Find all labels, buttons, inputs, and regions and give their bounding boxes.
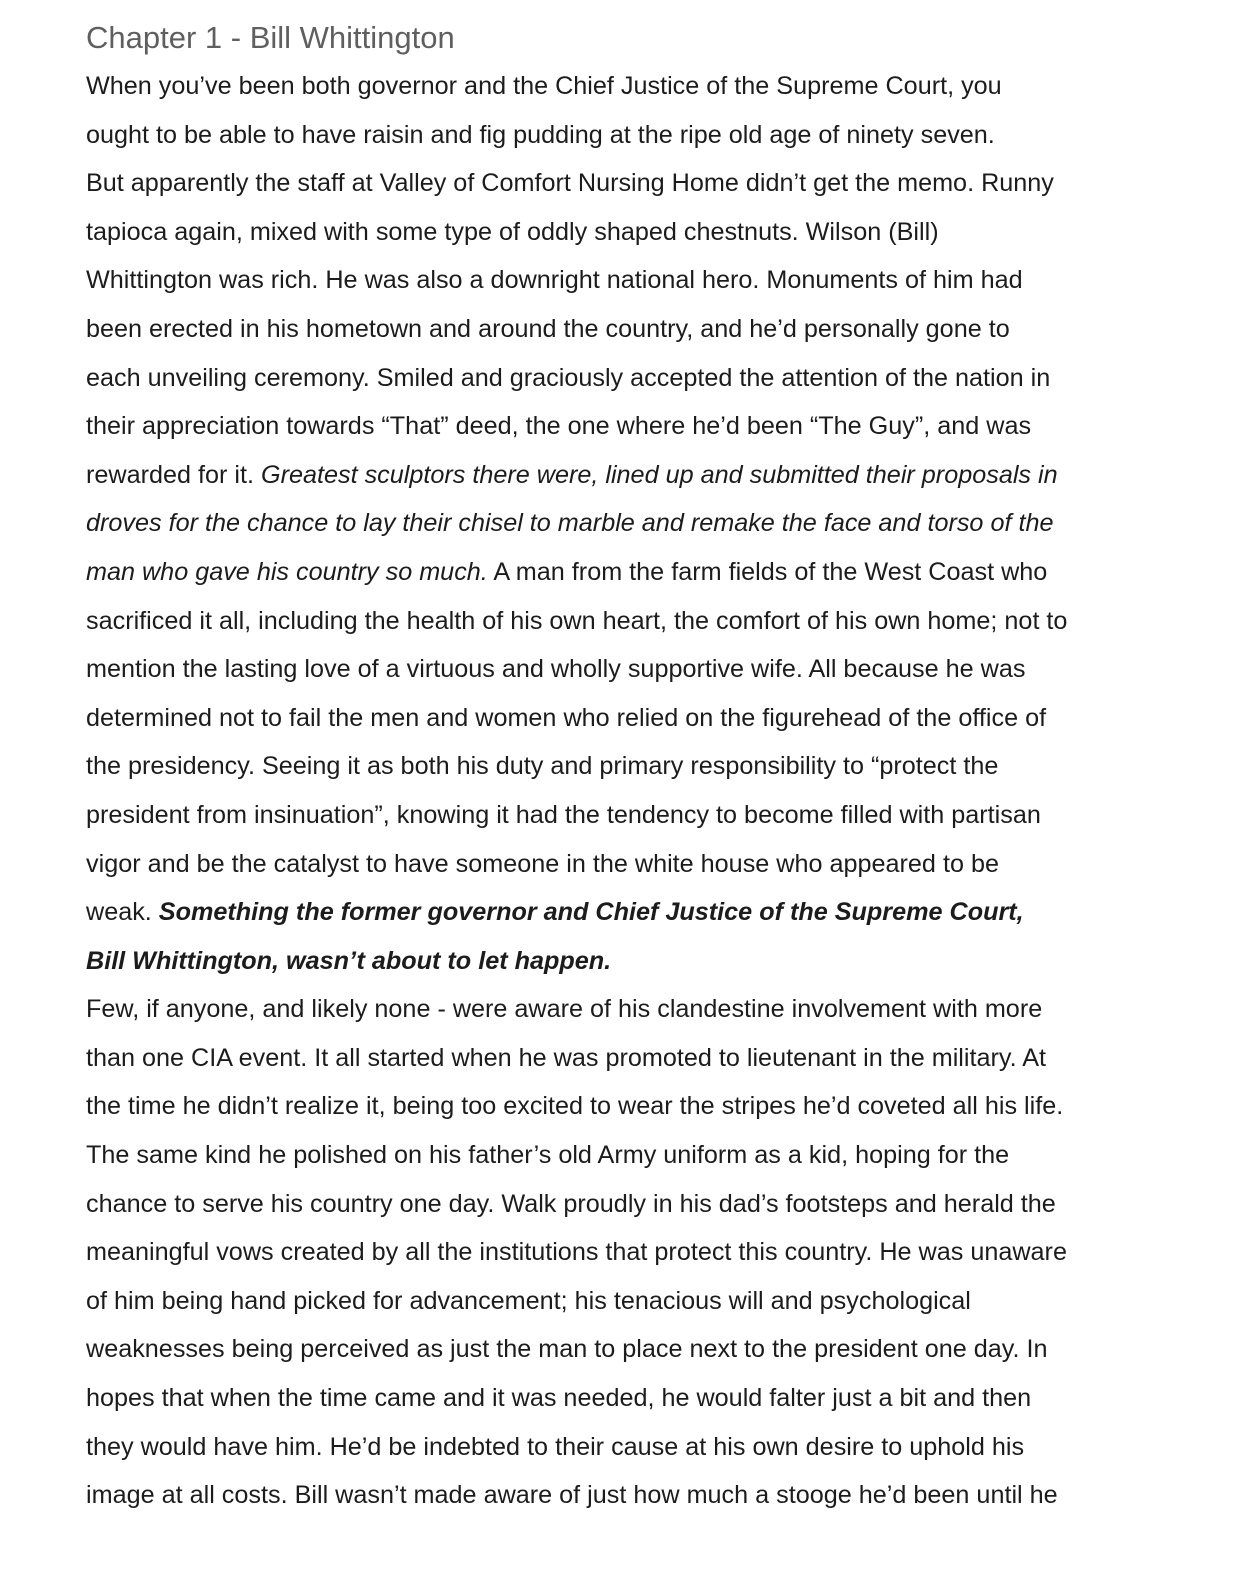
text-line: rewarded for it. Greatest sculptors there were, lined up and submitted their proposals in [86,460,1058,489]
text-line: hopes that when the time came and it was needed, he would falter just a bit and then [86,1384,1032,1413]
text-line: When you’ve been both governor and the Chief Justice of the Supreme Court, you [86,72,1002,100]
text-line: been erected in his hometown and around the country, and he’d personally gone to [86,314,1010,343]
text-line: of him being hand picked for advancement; his tenacious will and psychological [86,1286,971,1315]
italic-text: droves for the chance to lay their chisel to marble and remake the face and torso of the [86,509,1054,538]
text-line: sacrificed it all, including the health of his own heart, the comfort of his own home; not to [86,606,1068,635]
text-line [86,499,1216,548]
chapter-body [86,62,1216,1520]
text-line: Few, if anyone, and likely none - were aware of his clandestine involvement with more [86,995,1043,1024]
text-line: weaknesses being perceived as just the man to place next to the president one day. In [86,1335,1048,1364]
text-line: The same kind he polished on his father’s old Army uniform as a kid, hoping for the [86,1141,1010,1170]
text-line: weak. Something the former governor and Chief Justice of the Supreme Court, [86,898,1024,927]
text-line: But apparently the staff at Valley of Comfort Nursing Home didn’t get the memo. Runny [86,169,1054,198]
text-line: than one CIA event. It all started when he was promoted to lieutenant in the military. At [86,1043,1047,1072]
text-line: chance to serve his country one day. Walk proudly in his dad’s footsteps and herald the [86,1189,1056,1218]
text-line: image at all costs. Bill wasn’t made aware of just how much a stooge he’d been until he [86,1481,1058,1510]
text-line: president from insinuation”, knowing it had the tendency to become filled with partisan [86,800,1041,829]
text-line: meaningful vows created by all the institutions that protect this country. He was unaware [86,1238,1067,1267]
text-line: the presidency. Seeing it as both his duty and primary responsibility to “protect the [86,752,999,781]
text-line [86,937,1216,986]
bold-italic-text: Bill Whittington, wasn’t about to let happen. [86,946,612,975]
text-line: each unveiling ceremony. Smiled and graciously accepted the attention of the nation in [86,363,1051,392]
text-line: tapioca again, mixed with some type of oddly shaped chestnuts. Wilson (Bill) [86,217,939,246]
text-line: vigor and be the catalyst to have someone in the white house who appeared to be [86,849,999,878]
text-line: their appreciation towards “That” deed, the one where he’d been “The Guy”, and was [86,412,1032,441]
document-page [86,14,1216,1520]
text-line: man who gave his country so much. A man from the farm fields of the West Coast who [86,557,1048,586]
text-line: the time he didn’t realize it, being too excited to wear the stripes he’d coveted all his life. [86,1092,1064,1121]
text-line: they would have him. He’d be indebted to their cause at his own desire to uphold his [86,1432,1025,1461]
italic-text: Greatest sculptors there were, lined up and submitted their proposals in [260,460,1058,489]
chapter-title: Chapter 1 - Bill Whittington [86,20,455,55]
italic-text: man who gave his country so much. [86,557,488,586]
text-line: Whittington was rich. He was also a downright national hero. Monuments of him had [86,266,1023,295]
text-line: determined not to fail the men and women who relied on the figurehead of the office of [86,703,1047,732]
text-line: mention the lasting love of a virtuous and wholly supportive wife. All because he was [86,655,1026,684]
text-line: ought to be able to have raisin and fig pudding at the ripe old age of ninety seven. [86,120,995,149]
bold-italic-text: Something the former governor and Chief Justice of the Supreme Court, [158,898,1024,927]
